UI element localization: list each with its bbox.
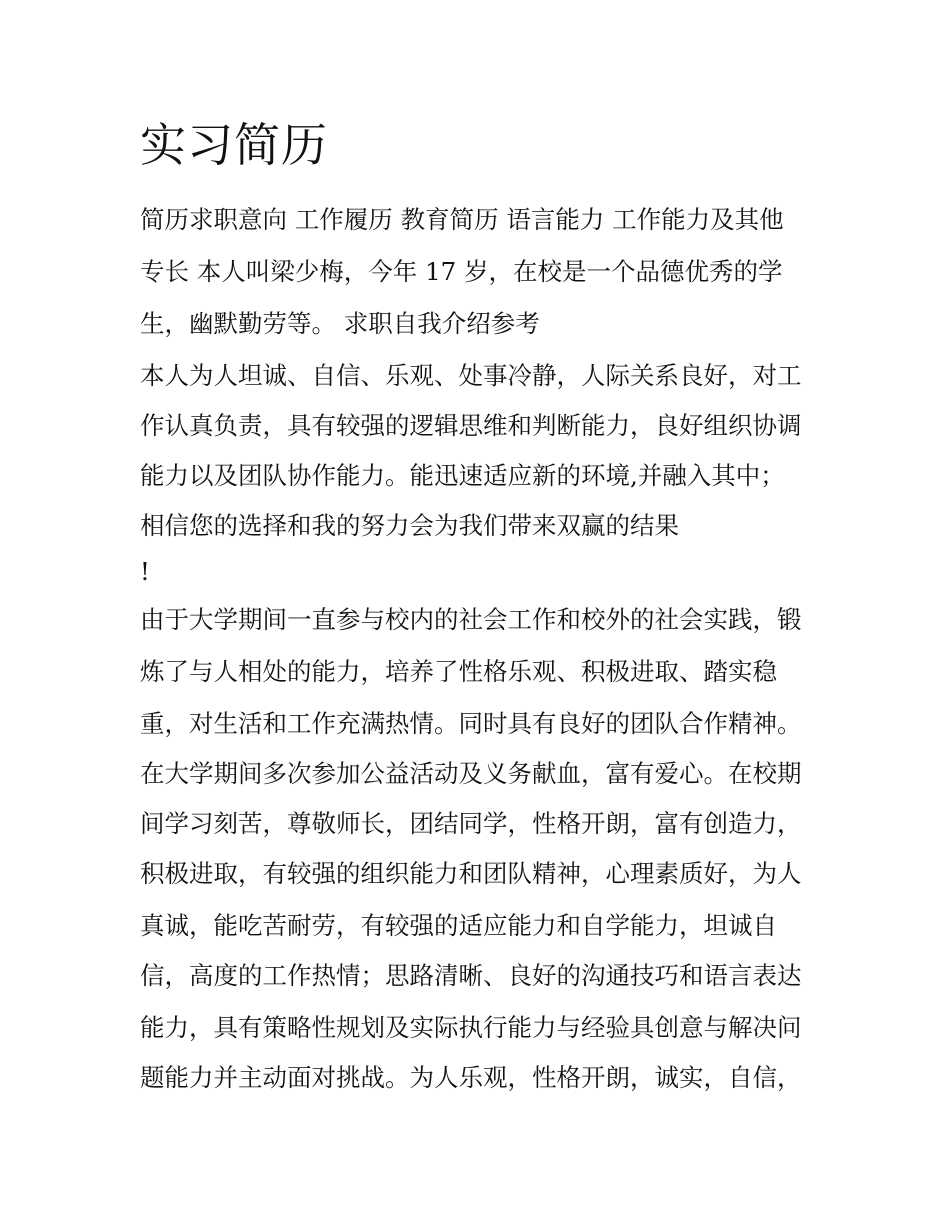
paragraph-line: 重，对生活和工作充满热情。同时具有良好的团队合作精神。 [140,709,802,738]
paragraph-line: 真诚，能吃苦耐劳，有较强的适应能力和自学能力，坦诚自 [140,911,777,940]
paragraph-line: 作认真负责，具有较强的逻辑思维和判断能力，良好组织协调 [140,411,802,440]
paragraph-line: 相信您的选择和我的努力会为我们带来双赢的结果 [140,511,679,540]
paragraph-line: 能力以及团队协作能力。能迅速适应新的环境,并融入其中； [140,461,785,490]
paragraph-line: 专长 本人叫梁少梅，今年 17 岁，在校是一个品德优秀的学 [140,257,783,286]
paragraph-line: 信，高度的工作热情；思路清晰、良好的沟通技巧和语言表达 [140,961,802,990]
paragraph-line: 本人为人坦诚、自信、乐观、处事冷静，人际关系良好，对工 [140,361,802,390]
paragraph-line: 生，幽默勤劳等。 求职自我介绍参考 [140,309,540,338]
paragraph-line: ! [140,557,150,586]
paragraph-line: 题能力并主动面对挑战。为人乐观，性格开朗，诚实，自信， [140,1063,802,1092]
paragraph-line: 积极进取，有较强的组织能力和团队精神，心理素质好，为人 [140,859,802,888]
paragraph-line: 由于大学期间一直参与校内的社会工作和校外的社会实践，锻 [140,605,802,634]
page-title: 实习简历 [140,118,328,172]
paragraph-line: 间学习刻苦，尊敬师长，团结同学，性格开朗，富有创造力， [140,809,802,838]
paragraph-line: 能力，具有策略性规划及实际执行能力与经验具创意与解决问 [140,1013,802,1042]
paragraph-line: 在大学期间多次参加公益活动及义务献血，富有爱心。在校期 [140,759,802,788]
paragraph-line: 炼了与人相处的能力，培养了性格乐观、积极进取、踏实稳 [140,657,777,686]
paragraph-line: 简历求职意向 工作履历 教育简历 语言能力 工作能力及其他 [140,205,784,234]
